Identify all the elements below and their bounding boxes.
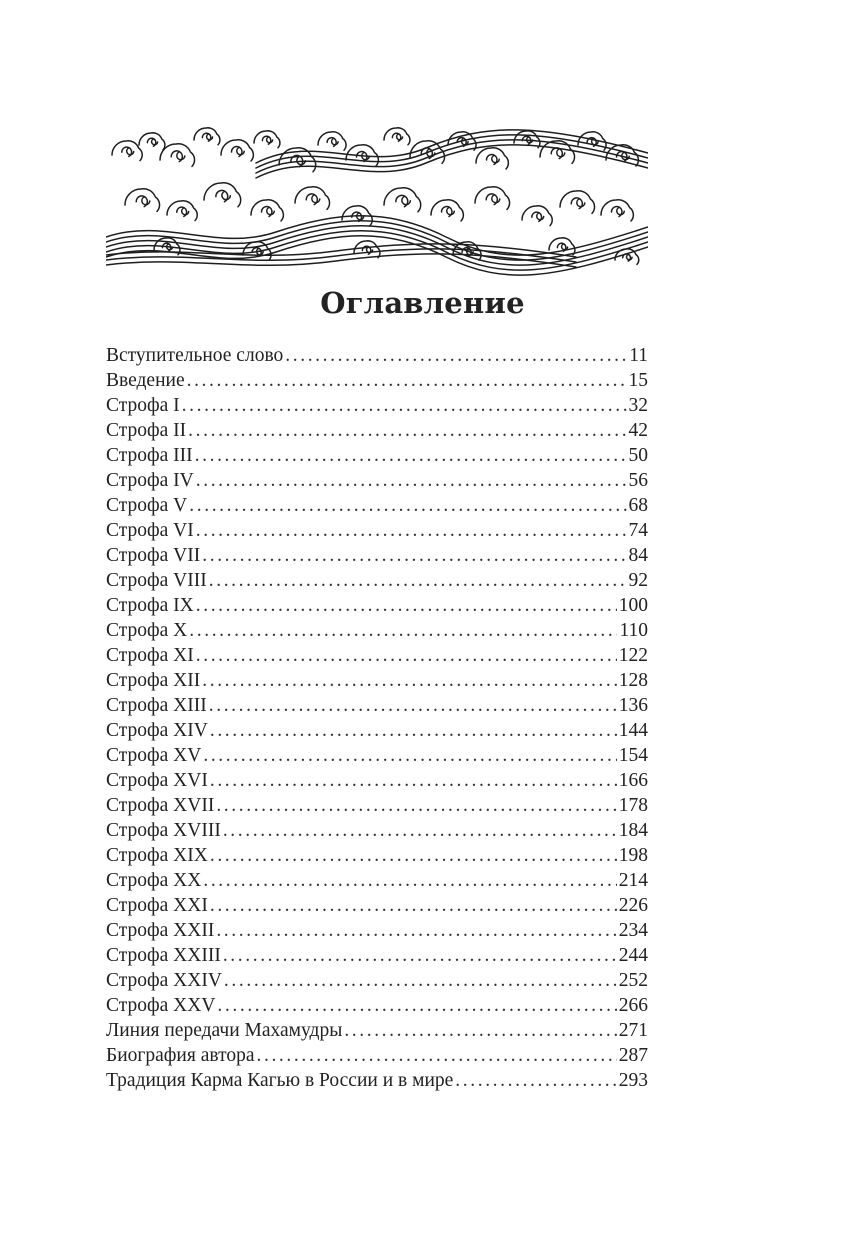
- toc-entry[interactable]: [106, 493, 648, 518]
- toc-entry[interactable]: [106, 993, 648, 1018]
- toc-entry[interactable]: [106, 793, 648, 818]
- toc-leader-dots: [195, 443, 627, 468]
- toc-leader-dots: [189, 618, 617, 643]
- toc-leader-dots: [217, 993, 616, 1018]
- toc-entry-title: Строфа VIII: [106, 570, 207, 591]
- toc-entry[interactable]: [106, 593, 648, 618]
- toc-entry[interactable]: [106, 643, 648, 668]
- toc-entry-page: 56: [628, 470, 648, 491]
- toc-entry-page: 32: [628, 395, 648, 416]
- toc-entry-title: Биография автора: [106, 1045, 255, 1066]
- toc-leader-dots: [202, 668, 617, 693]
- clouds-ornament-icon: [106, 115, 648, 280]
- toc-entry-title: Строфа IV: [106, 470, 194, 491]
- toc-leader-dots: [224, 968, 617, 993]
- toc-entry[interactable]: [106, 743, 648, 768]
- toc-entry[interactable]: [106, 518, 648, 543]
- toc-entry-page: 144: [618, 720, 648, 741]
- toc-entry[interactable]: [106, 618, 648, 643]
- toc-entry-page: 234: [618, 920, 648, 941]
- toc-leader-dots: [202, 543, 626, 568]
- toc-leader-dots: [182, 393, 627, 418]
- toc-entry-title: Строфа XI: [106, 645, 194, 666]
- toc-leader-dots: [257, 1043, 617, 1068]
- toc-entry-title: Строфа X: [106, 620, 188, 641]
- toc-leader-dots: [196, 593, 617, 618]
- toc-entry-title: Строфа XV: [106, 745, 202, 766]
- toc-entry-title: Строфа XXI: [106, 895, 208, 916]
- toc-entry[interactable]: [106, 1018, 648, 1043]
- toc-entry-page: 166: [618, 770, 648, 791]
- toc-entry-title: Строфа XVIII: [106, 820, 221, 841]
- toc-entry[interactable]: [106, 843, 648, 868]
- toc-entry[interactable]: [106, 393, 648, 418]
- toc-entry-title: Строфа XIII: [106, 695, 207, 716]
- toc-entry[interactable]: [106, 968, 648, 993]
- toc-leader-dots: [203, 868, 616, 893]
- toc-leader-dots: [210, 768, 617, 793]
- toc-entry-page: 293: [618, 1070, 648, 1091]
- toc-entry-page: 198: [618, 845, 648, 866]
- toc-leader-dots: [196, 468, 627, 493]
- toc-entry[interactable]: [106, 568, 648, 593]
- toc-leader-dots: [344, 1018, 616, 1043]
- toc-entry-title: Строфа XXIV: [106, 970, 222, 991]
- toc-entry[interactable]: [106, 768, 648, 793]
- toc-entry-title: Линия передачи Махамудры: [106, 1020, 343, 1041]
- toc-entry-page: 92: [628, 570, 648, 591]
- toc-entry-page: 266: [618, 995, 648, 1016]
- toc-entry-page: 122: [618, 645, 648, 666]
- toc-leader-dots: [210, 843, 617, 868]
- toc-leader-dots: [188, 418, 626, 443]
- toc-entry-page: 15: [628, 370, 648, 391]
- toc-entry[interactable]: [106, 718, 648, 743]
- toc-entry[interactable]: [106, 893, 648, 918]
- toc-entry-page: 271: [618, 1020, 648, 1041]
- toc-entry-title: Строфа VII: [106, 545, 201, 566]
- toc-entry-page: 154: [618, 745, 648, 766]
- toc-leader-dots: [223, 818, 617, 843]
- toc-entry-title: Традиция Карма Кагью в России и в мире: [106, 1070, 454, 1091]
- toc-leader-dots: [285, 343, 627, 368]
- toc-entry[interactable]: [106, 368, 648, 393]
- toc-entry[interactable]: [106, 818, 648, 843]
- toc-entry[interactable]: [106, 443, 648, 468]
- toc-entry-page: 68: [628, 495, 648, 516]
- toc-entry-title: Введение: [106, 370, 185, 391]
- toc-entry-page: 226: [618, 895, 648, 916]
- toc-entry[interactable]: [106, 1068, 648, 1093]
- toc-entry-title: Строфа XVI: [106, 770, 208, 791]
- toc-entry-page: 244: [618, 945, 648, 966]
- toc-leader-dots: [455, 1068, 616, 1093]
- toc-leader-dots: [209, 568, 627, 593]
- toc-leader-dots: [216, 918, 616, 943]
- toc-entry-title: Строфа XXV: [106, 995, 216, 1016]
- toc-entry[interactable]: [106, 1043, 648, 1068]
- wave-lines: [106, 130, 648, 275]
- toc-entry-title: Строфа III: [106, 445, 193, 466]
- toc-entry-title: Строфа I: [106, 395, 180, 416]
- toc-leader-dots: [203, 743, 616, 768]
- table-of-contents: [106, 343, 648, 1093]
- toc-entry[interactable]: [106, 668, 648, 693]
- page-title: Оглавление: [320, 286, 525, 320]
- toc-leader-dots: [209, 693, 617, 718]
- toc-entry-title: Строфа XIV: [106, 720, 208, 741]
- toc-entry-page: 100: [618, 595, 648, 616]
- toc-entry[interactable]: [106, 468, 648, 493]
- toc-entry[interactable]: [106, 343, 648, 368]
- toc-entry-page: 110: [619, 620, 648, 641]
- toc-entry-page: 184: [618, 820, 648, 841]
- toc-entry-title: Строфа VI: [106, 520, 194, 541]
- toc-entry-page: 136: [618, 695, 648, 716]
- toc-leader-dots: [196, 518, 627, 543]
- toc-entry-title: Строфа XIX: [106, 845, 208, 866]
- toc-entry[interactable]: [106, 543, 648, 568]
- toc-entry-title: Строфа IX: [106, 595, 194, 616]
- toc-entry-page: 11: [629, 345, 648, 366]
- toc-leader-dots: [210, 718, 617, 743]
- toc-entry-title: Строфа V: [106, 495, 188, 516]
- toc-entry-page: 50: [628, 445, 648, 466]
- toc-leader-dots: [196, 643, 617, 668]
- toc-entry-page: 74: [628, 520, 648, 541]
- toc-entry[interactable]: [106, 868, 648, 893]
- toc-entry-title: Строфа XXIII: [106, 945, 221, 966]
- toc-entry-page: 287: [618, 1045, 648, 1066]
- toc-entry-page: 214: [618, 870, 648, 891]
- toc-entry-page: 42: [628, 420, 648, 441]
- toc-entry[interactable]: [106, 418, 648, 443]
- toc-leader-dots: [189, 493, 626, 518]
- toc-entry[interactable]: [106, 918, 648, 943]
- toc-entry-page: 84: [628, 545, 648, 566]
- toc-entry-page: 128: [618, 670, 648, 691]
- toc-entry-title: Строфа II: [106, 420, 187, 441]
- toc-entry[interactable]: [106, 943, 648, 968]
- toc-entry-title: Строфа XXII: [106, 920, 215, 941]
- toc-leader-dots: [223, 943, 617, 968]
- toc-entry-title: Строфа XII: [106, 670, 201, 691]
- toc-entry-title: Вступительное слово: [106, 345, 284, 366]
- toc-entry[interactable]: [106, 693, 648, 718]
- toc-leader-dots: [187, 368, 627, 393]
- toc-entry-title: Строфа XVII: [106, 795, 215, 816]
- toc-entry-title: Строфа XX: [106, 870, 202, 891]
- toc-leader-dots: [216, 793, 616, 818]
- toc-entry-page: 252: [618, 970, 648, 991]
- toc-leader-dots: [210, 893, 617, 918]
- toc-entry-page: 178: [618, 795, 648, 816]
